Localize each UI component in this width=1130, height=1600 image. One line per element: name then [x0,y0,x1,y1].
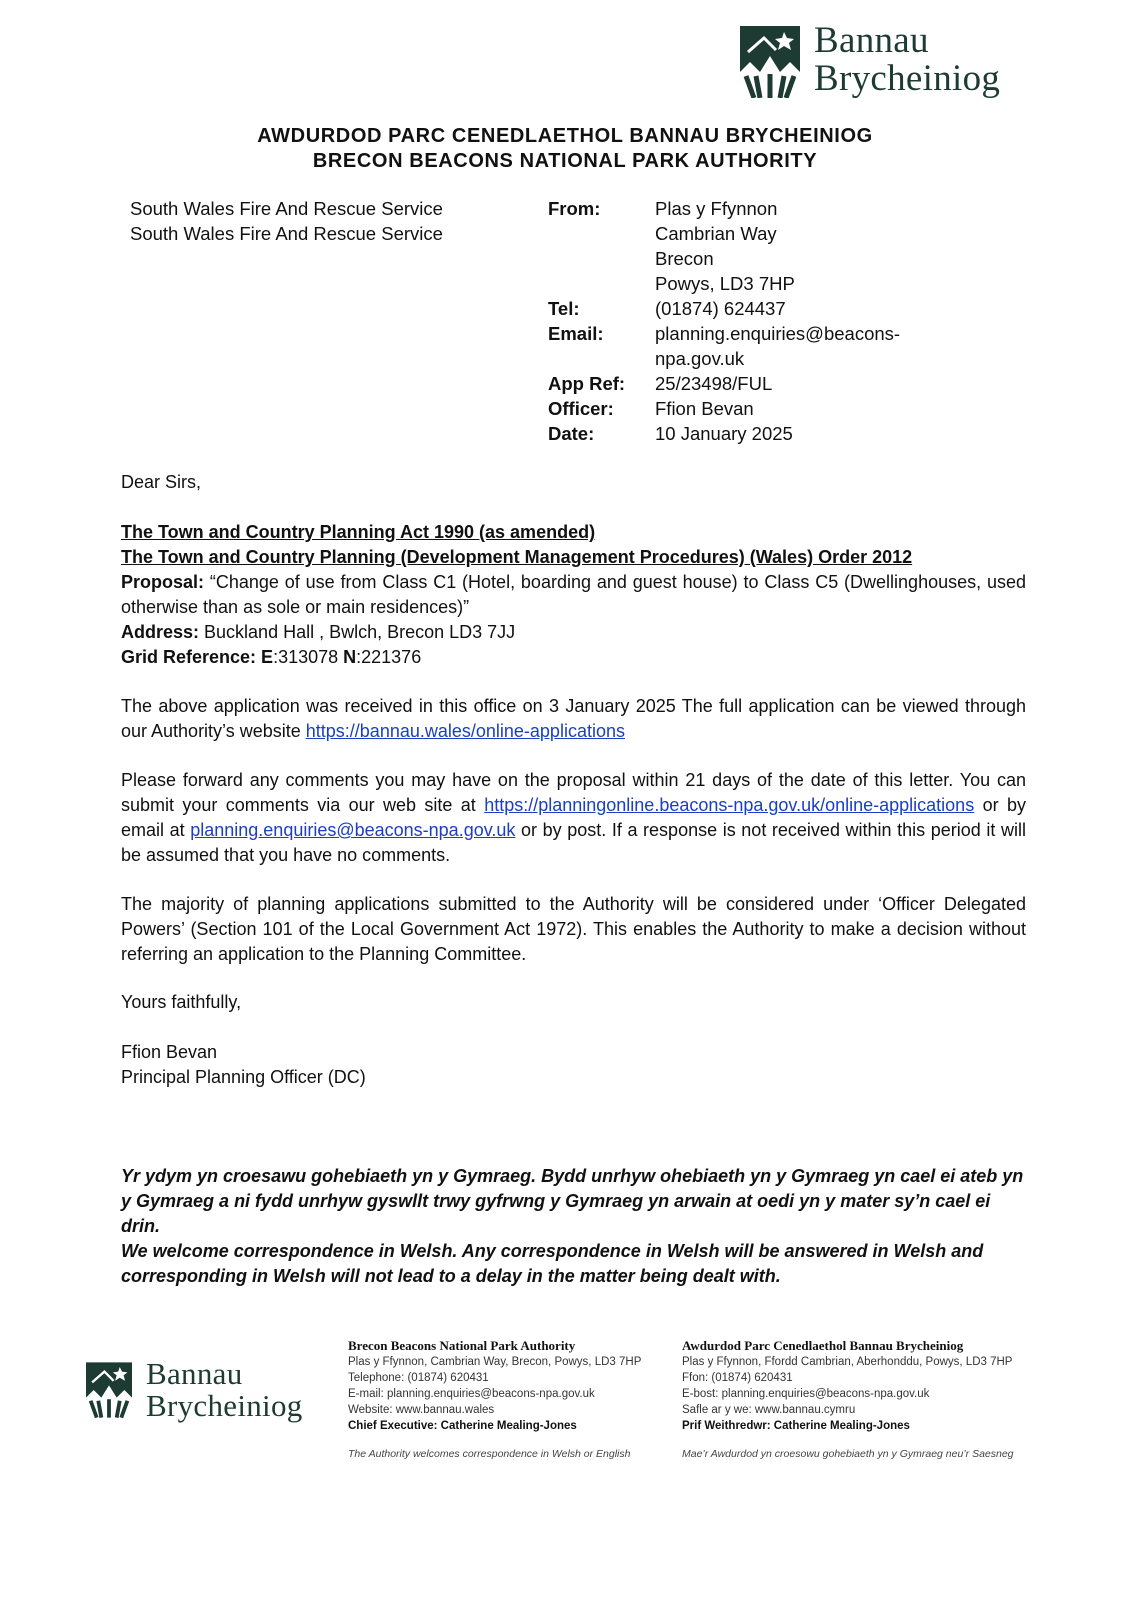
order-heading: The Town and Country Planning (Development Management Procedures) (Wales) Order 2012 [121,547,913,567]
grid-label: Grid Reference: [121,647,262,667]
footer-welsh-column [682,1338,1042,1462]
grid-e-label: E [261,647,274,667]
signatory-name: Ffion Bevan [121,1042,218,1062]
footer-cy-email: E-bost: planning.enquiries@beacons-npa.gov.uk [682,1388,930,1400]
footer-cy-website: Safle ar y we: www.bannau.cymru [682,1404,856,1416]
closing: Yours faithfully, [121,992,242,1012]
signatory-title: Principal Planning Officer (DC) [121,1067,366,1087]
footer-en-telephone: Telephone: (01874) 620431 [348,1372,489,1384]
footer-brand-line1: Bannau [146,1356,243,1391]
welsh-notice-english: We welcome correspondence in Welsh. Any correspondence in Welsh will be answered in Welsh and corresponding in Welsh will not lead to a delay in the matter being dealt with. [121,1241,984,1286]
footer-cy-address: Plas y Ffynnon, Ffordd Cambrian, Aberhonddu, Powys, LD3 7HP [682,1356,1013,1368]
footer-en-email: E-mail: planning.enquiries@beacons-npa.gov.uk [348,1388,595,1400]
proposal-text: “Change of use from Class C1 (Hotel, boarding and guest house) to Class C5 (Dwellinghouses, used otherwise than as sole or main residences)” [121,572,1026,617]
footer-cy-chief: Prif Weithredwr: Catherine Mealing-Jones [682,1420,910,1432]
salutation: Dear Sirs, [121,472,202,492]
grid-reference-line [121,645,1026,670]
footer-brand [146,1358,303,1422]
appref-label: App Ref: [548,373,626,394]
grid-n-value: :221376 [356,647,422,667]
para2-text-b: or by email at [121,795,1026,840]
officer-value: Ffion Bevan [655,398,754,419]
online-applications-link[interactable]: https://bannau.wales/online-applications [305,721,625,741]
grid-e-value: :313078 [273,647,344,667]
header-brand-line2: Brycheiniog [814,58,1001,99]
welsh-notice-welsh: Yr ydym yn croesawu gohebiaeth yn y Gymraeg. Bydd unrhyw ohebiaeth yn y Gymraeg yn cael ei ateb yn y Gymraeg a ni fydd unrhyw gyswllt trwy gyfrwng y Gymraeg yn arwain at oedi yn y mater sy’n cael ei drin. [121,1166,1024,1236]
para1-text: The above application was received in this office on 3 January 2025 The full application can be viewed through our Authority’s website [121,696,1026,741]
sender-address-line: Plas y Ffynnon [655,198,778,219]
footer-en-address: Plas y Ffynnon, Cambrian Way, Brecon, Powys, LD3 7HP [348,1356,642,1368]
recipient-line2: South Wales Fire And Rescue Service [130,223,443,244]
footer-en-chief: Chief Executive: Catherine Mealing-Jones [348,1420,577,1432]
email-value-line1: planning.enquiries@beacons- [655,323,901,344]
footer-logo-icon [86,1362,132,1418]
officer-label: Officer: [548,398,614,419]
planning-email-link[interactable]: planning.enquiries@beacons-npa.gov.uk [190,820,516,840]
paragraph-received [121,694,1026,744]
footer-en-note: The Authority welcomes correspondence in Welsh or English [348,1448,631,1460]
para2-text-a: Please forward any comments you may have on the proposal within 21 days of the date of this letter. You can submit your comments via our web site at [121,770,1026,815]
footer-brand-line2: Brycheiniog [146,1388,303,1423]
from-label: From: [548,198,601,219]
sender-address-line: Brecon [655,248,714,269]
footer-cy-note: Mae’r Awdurdod yn croesowu gohebiaeth yn y Gymraeg neu’r Saesneg [682,1448,1014,1460]
header-brand [814,22,1000,98]
grid-n-label: N [343,647,357,667]
sender-address-line: Powys, LD3 7HP [655,273,795,294]
signature-block [121,1040,1026,1090]
proposal-line [121,570,1026,620]
appref-value: 25/23498/FUL [655,373,773,394]
application-details [121,520,1026,670]
address-line [121,620,1026,645]
footer-en-heading: Brecon Beacons National Park Authority [348,1338,576,1353]
email-label: Email: [548,323,604,344]
title-english: BRECON BEACONS NATIONAL PARK AUTHORITY [312,150,818,172]
recipient-block [130,196,443,246]
act-heading: The Town and Country Planning Act 1990 (as amended) [121,522,596,542]
footer-cy-telephone: Ffon: (01874) 620431 [682,1372,793,1384]
header-brand-line1: Bannau [814,20,929,61]
paragraph-delegated-powers: The majority of planning applications submitted to the Authority will be considered under ‘Officer Delegated Powers’ (Section 101 of the Local Government Act 1972). This enables the Authority to make a decision without referring an application to the Planning Committee. [121,894,1026,964]
tel-label: Tel: [548,298,580,319]
date-value: 10 January 2025 [655,423,793,444]
email-value-line2: npa.gov.uk [655,348,745,369]
planning-online-link[interactable]: https://planningonline.beacons-npa.gov.uk/online-applications [484,795,975,815]
recipient-line1: South Wales Fire And Rescue Service [130,198,443,219]
date-label: Date: [548,423,595,444]
para2-text-c: or by post. If a response is not received within this period it will be assumed that you have no comments. [121,820,1027,865]
footer-english-column [348,1338,658,1462]
address-label: Address: [121,622,200,642]
sender-address-line: Cambrian Way [655,223,777,244]
title-welsh: AWDURDOD PARC CENEDLAETHOL BANNAU BRYCHEINIOG [257,125,873,147]
sender-address [655,196,900,446]
welsh-language-notice [121,1164,1026,1289]
footer-en-website: Website: www.bannau.wales [348,1404,495,1416]
address-text: Buckland Hall , Bwlch, Brecon LD3 7JJ [199,622,516,642]
paragraph-comments [121,768,1026,868]
proposal-label: Proposal: [121,572,205,592]
tel-value: (01874) 624437 [655,298,786,319]
bannau-brycheiniog-logo-icon [740,26,800,98]
footer-cy-heading: Awdurdod Parc Cenedlaethol Bannau Brycheiniog [682,1338,964,1353]
